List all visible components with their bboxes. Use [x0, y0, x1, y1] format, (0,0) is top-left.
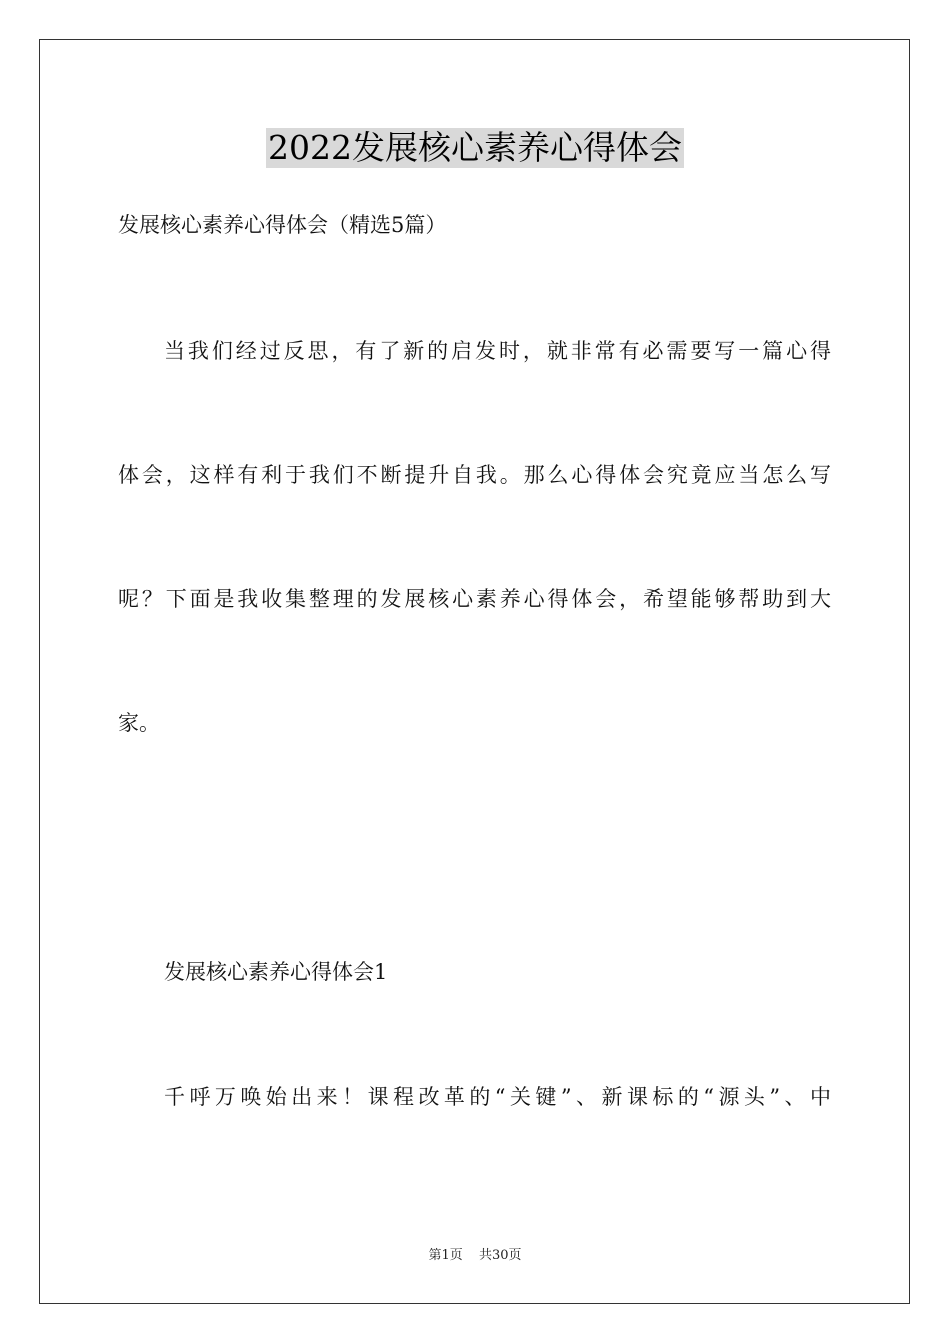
intro-line-4: 家。 [118, 711, 160, 735]
intro-line-3: 呢？下面是我收集整理的发展核心素养心得体会，希望能够帮助到大 [118, 587, 832, 611]
document-subtitle: 发展核心素养心得体会（精选5篇） [118, 213, 447, 237]
section-first-line: 千呼万唤始出来！课程改革的“关键”、新课标的“源头”、中 [164, 1085, 832, 1109]
intro-line-1: 当我们经过反思，有了新的启发时，就非常有必需要写一篇心得 [164, 339, 832, 363]
page-total: 共30页 [478, 1248, 522, 1263]
page-number: 第1页 [428, 1248, 463, 1263]
document-title: 2022发展核心素养心得体会 [268, 128, 682, 167]
intro-line-2: 体会，这样有利于我们不断提升自我。那么心得体会究竟应当怎么写 [118, 463, 832, 487]
page-footer [0, 1247, 950, 1265]
section-heading: 发展核心素养心得体会1 [164, 960, 388, 984]
title-container [0, 128, 950, 168]
